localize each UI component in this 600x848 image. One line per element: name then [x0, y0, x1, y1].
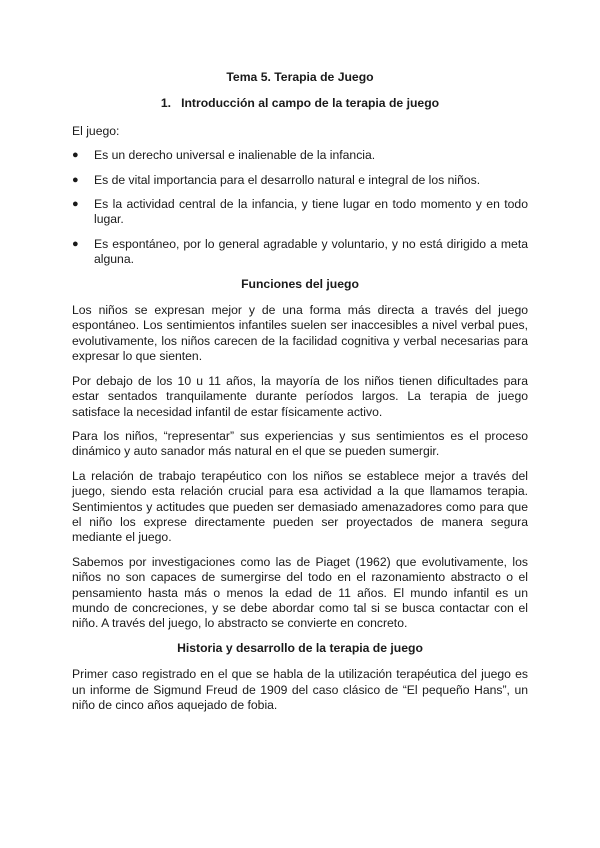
- subtitle-text: Introducción al campo de la terapia de juego: [181, 96, 440, 111]
- paragraph: La relación de trabajo terapéutico con los niños se establece mejor a través del juego, siendo esta relación crucial para esa actividad a la que llamamos terapia. Sentimientos y actitudes que pueden ser demasiado amenazadores como para que el niño los exprese directamente pueden ser proyectados de manera segura mediante el juego.: [72, 468, 528, 545]
- bullet-icon: ●: [72, 173, 79, 186]
- paragraph: Los niños se expresan mejor y de una forma más directa a través del juego espontáneo. Los sentimientos infantiles suelen ser inaccesibles a nivel verbal pues, evolutivamente, los niños carecen de la facilidad cognitiva y verbal necesarias para expresar lo que sienten.: [72, 303, 528, 364]
- intro-text: El juego:: [72, 123, 120, 138]
- document-title: Tema 5. Terapia de Juego: [226, 70, 374, 84]
- subtitle-number: 1.: [160, 96, 172, 111]
- paragraph: Para los niños, “representar” sus experiencias y sus sentimientos es el proceso dinámico y auto sanador más natural en el que se pueden sumergir.: [72, 428, 528, 459]
- paragraph: Sabemos por investigaciones como las de Piaget (1962) que evolutivamente, los niños no son capaces de sumergirse del todo en el razonamiento abstracto o el pensamiento hasta más o menos la edad de 11 años. El mundo infantil es un mundo de concreciones, y se debe abordar como tal si se busca contactar con el niño. A través del juego, lo abstracto se convierte en concreto.: [72, 554, 528, 631]
- list-item-text: Es un derecho universal e inalienable de la infancia.: [94, 148, 376, 163]
- section-heading-historia: Historia y desarrollo de la terapia de juego: [177, 640, 423, 655]
- list-item: [72, 173, 528, 188]
- section-heading-funciones: Funciones del juego: [241, 276, 359, 291]
- paragraph: Por debajo de los 10 u 11 años, la mayoría de los niños tienen dificultades para estar sentados tranquilamente durante períodos largos. La terapia de juego satisface la necesidad infantil de estar físicamente activo.: [72, 373, 528, 419]
- list-item-text: Es de vital importancia para el desarrollo natural e integral de los niños.: [94, 172, 481, 187]
- list-item: [72, 197, 528, 228]
- list-item: [72, 148, 528, 163]
- bullet-icon: ●: [72, 149, 79, 162]
- list-item-text: Es espontáneo, por lo general agradable y voluntario, y no está dirigido a meta alguna.: [94, 236, 528, 267]
- bullet-icon: ●: [72, 198, 79, 211]
- list-item: [72, 237, 528, 268]
- list-item-text: Es la actividad central de la infancia, y tiene lugar en todo momento y en todo lugar.: [94, 197, 528, 227]
- section-subtitle: [72, 96, 528, 111]
- paragraph: Primer caso registrado en el que se habla de la utilización terapéutica del juego es un informe de Sigmund Freud de 1909 del caso clásico de “El pequeño Hans”, un niño de cinco años aquejado de fobia.: [72, 667, 528, 712]
- bullet-icon: ●: [72, 237, 79, 250]
- bullet-list: [72, 148, 528, 267]
